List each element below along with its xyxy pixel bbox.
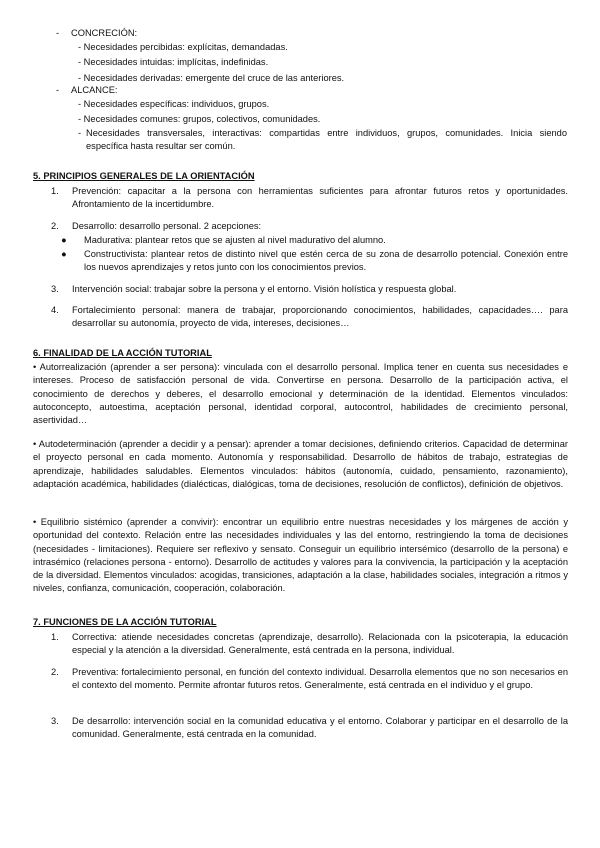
list-item-line: Necesidades transversales, interactivas: compartidas entre individuos, grupos, comunidades. Inicia siendo [86, 128, 567, 138]
section-7-item-3: De desarrollo: intervención social en la comunidad educativa y el entorno. Colaborar y participar en el desarrollo de la comunidad. Generalmente, está centrada en la comunidad. [72, 716, 568, 740]
alcance-title: ALCANCE: [71, 85, 118, 95]
list-number: 2. [51, 221, 59, 231]
list-item: - Necesidades intuidas: implícitas, indefinidas. [78, 57, 269, 68]
list-dash: - [78, 128, 82, 138]
section-7-item-2: Preventiva: fortalecimiento personal, en función del contexto individual. Desarrolla elementos que no son necesarios en el contexto del momento. Permite afrontar futuros retos. Generalmente, está centrada en el individuo y el grupo. [72, 667, 568, 691]
section-6-paragraph-1: • Autorrealización (aprender a ser persona): vinculada con el desarrollo personal. Implica tener en cuenta sus necesidades e intereses. Proceso de satisfacción personal de vida. Convertirse en persona. Desarrollo de la participación activa, el conocimiento de derechos y deberes, el desarrollo emocional y determinación de la identidad. Elementos vinculados: autoconcepto, autoestima, aceptación personal, identidad corporal, autocontrol, habilidades de crecimiento personal, asertividad… [33, 362, 568, 426]
section-5-item-4: Fortalecimiento personal: manera de trabajar, proporcionando conocimientos, habilidades, capacidades…. para desarrollar su autonomía, proyecto de vida, intereses, decisiones… [72, 305, 568, 329]
list-number: 1. [51, 632, 59, 642]
alcance-list [78, 98, 558, 127]
section-6-paragraph-2: • Autodeterminación (aprender a decidir y a pensar): aprender a tomar decisiones, definiendo criterios. Capacidad de determinar el proyecto personal en cada momento. Autonomía y responsabilidad. Desarrollo de hábitos de trabajo, estrategias de aprendizaje, habilidades saludables. Elementos vinculados: hábitos (autonomía, cuidado, pensamiento, razonamiento), adaptación académica, habilidades (dialécticas, dialógicas, toma de decisiones, resolución de conflictos), definición de objetivos. [33, 439, 568, 489]
section-5-title: 5. PRINCIPIOS GENERALES DE LA ORIENTACIÓN [33, 171, 255, 181]
bullet-icon: ● [61, 235, 67, 245]
list-item-line: específica hasta resultar ser común. [86, 141, 236, 152]
section-5-item-1: Prevención: capacitar a la persona con herramientas suficientes para afrontar futuros retos y oportunidades. Afrontamiento de la incertidumbre. [72, 186, 568, 210]
list-item: - Necesidades percibidas: explícitas, demandadas. [78, 42, 288, 52]
section-6-paragraph-3: • Equilibrio sistémico (aprender a convivir): encontrar un equilibrio entre nuestras necesidades y los márgenes de acción y oportunidad del contexto. Relación entre las necesidades individuales y las del entorno, restringiendo la toma de decisiones (necesidades - limitaciones). Requiere ser reflexivo y sensato. Conseguir un equilibrio intersémico (desarrollo de la persona) e intrasémico (relaciones persona - entorno). Desarrollo de actitudes y valores para la convivencia, la participación y la aceptación de la diversidad. Elementos vinculados: acogidas, transiciones, adaptación a la clase, habilidades sociales, integración a ritmos y niveles, confianza, comunicación, cooperación, colaboración. [33, 517, 568, 594]
section-5-item-3: Intervención social: trabajar sobre la persona y el entorno. Visión holística y respuesta global. [72, 284, 457, 294]
list-number: 4. [51, 305, 59, 315]
list-dash: - [56, 85, 60, 95]
section-5-subitem-2: Constructivista: plantear retos de distinto nivel que estén cerca de su zona de desarrollo potencial. Conexión entre los nuevos aprendizajes y retos junto con los conocimientos previos. [84, 249, 568, 273]
bullet-icon: ● [61, 249, 67, 259]
list-number: 3. [51, 284, 59, 294]
section-7-title: 7. FUNCIONES DE LA ACCIÓN TUTORIAL [33, 617, 217, 627]
list-item: - Necesidades específicas: individuos, grupos. [78, 99, 270, 109]
list-number: 3. [51, 716, 59, 726]
section-5-subitem-1: Madurativa: plantear retos que se ajusten al nivel madurativo del alumno. [84, 235, 386, 245]
concrecion-title: CONCRECIÓN: [71, 28, 138, 38]
concrecion-list [78, 41, 558, 85]
section-6-title: 6. FINALIDAD DE LA ACCIÓN TUTORIAL [33, 348, 212, 358]
list-number: 1. [51, 186, 59, 196]
section-5-item-2: Desarrollo: desarrollo personal. 2 acepciones: [72, 221, 262, 231]
list-item: - Necesidades comunes: grupos, colectivos, comunidades. [78, 114, 321, 125]
list-number: 2. [51, 667, 59, 677]
section-7-item-1: Correctiva: atiende necesidades concretas (aprendizaje, desarrollo). Relacionada con la psicoterapia, la educación especial y la atención a la diversidad. Generalmente, está centrada en la persona, individual. [72, 632, 568, 656]
list-item: - Necesidades derivadas: emergente del cruce de las anteriores. [78, 72, 345, 83]
list-dash: - [56, 28, 60, 38]
alcance-transversal [86, 127, 567, 154]
